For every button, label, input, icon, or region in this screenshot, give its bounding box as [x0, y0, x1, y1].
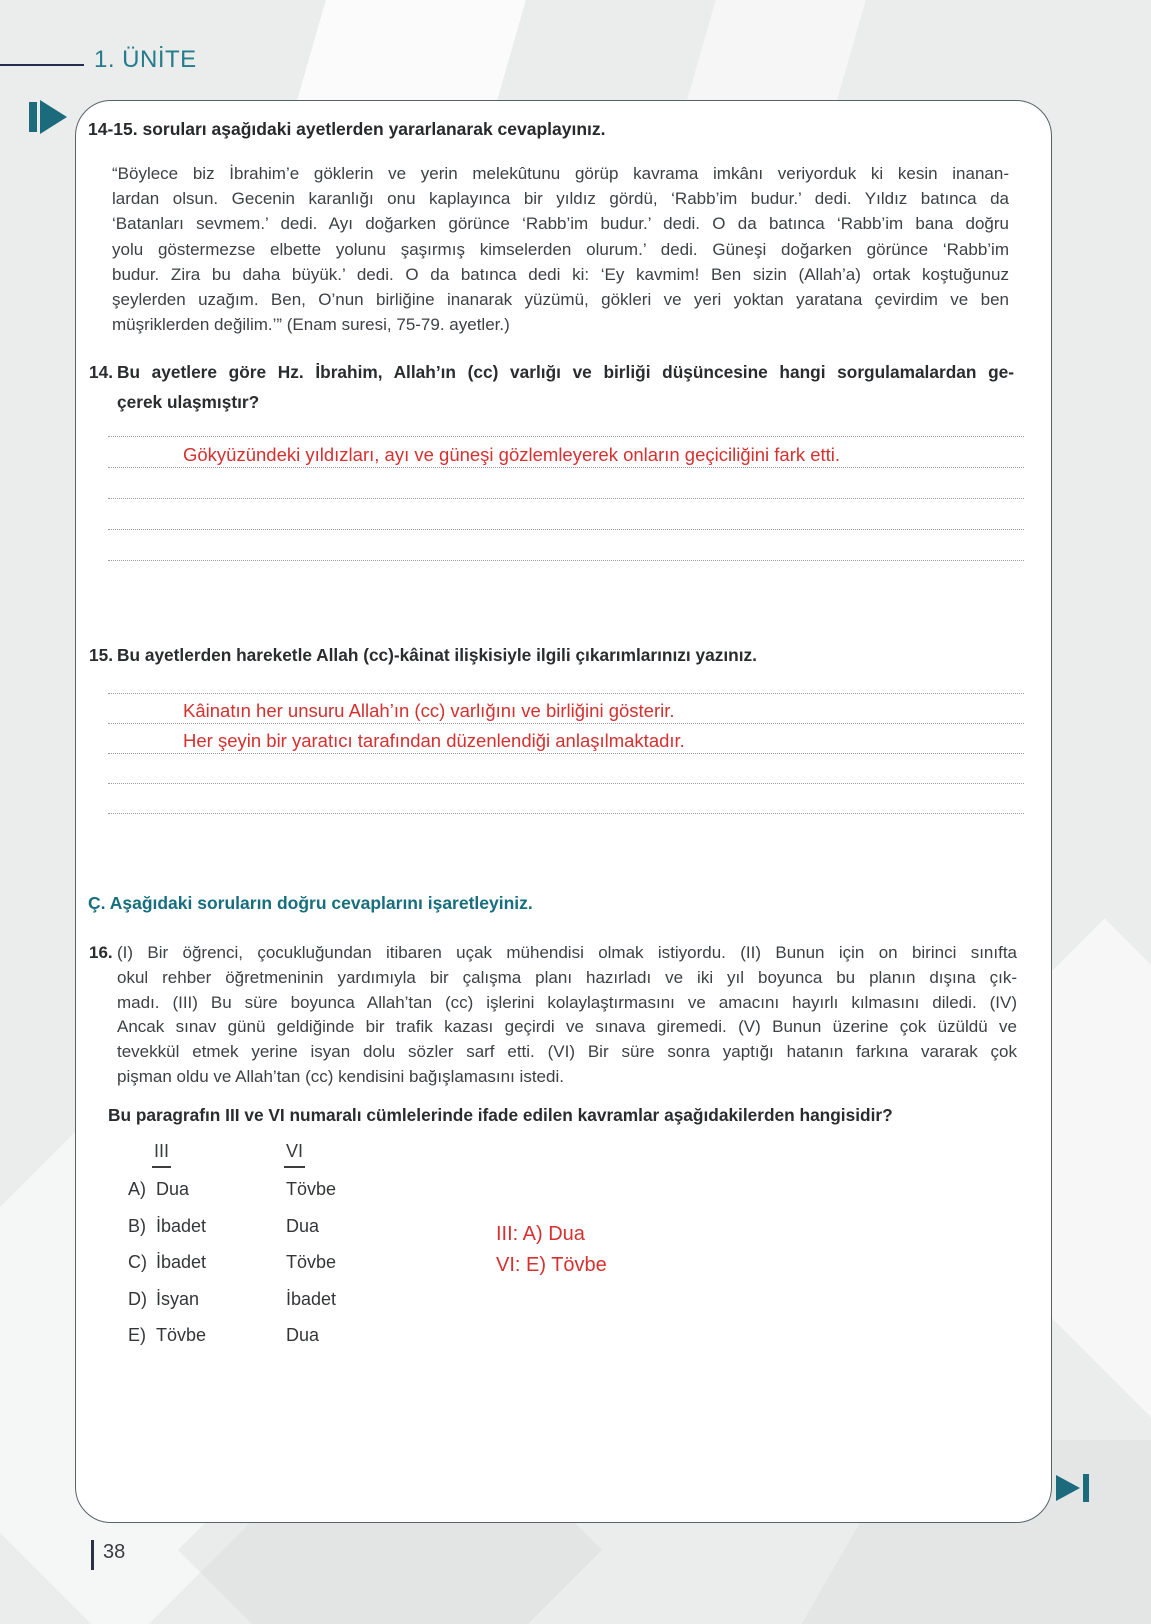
handwritten-answer-15-line1: Kâinatın her unsuru Allah’ın (cc) varlığını ve birliğini gösterir. [183, 700, 675, 721]
handwritten-answer-16: III: A) Dua VI: E) Tövbe [496, 1223, 607, 1276]
handwritten-answer-15-line2: Her şeyin bir yaratıcı tarafından düzenlendiği anlaşılmaktadır. [183, 730, 685, 751]
option-col2: Dua [286, 1215, 320, 1236]
worksheet-card [75, 100, 1052, 1523]
verse-quote: “Böylece biz İbrahim’e göklerin ve yerin melekûtunu görüp kavrama imkânı veriyorduk ki kesin inanan- lardan olsun. Gecenin karanlığı onu kaplayınca bir yıldız gördü, ‘Rabb’im budur.’ dedi. Yıldız batınca da ‘Batanları sevmem.’ dedi. Ayı doğarken görünce ‘Rabb’im budur.’ dedi. O da batınca ‘Rabb’im bana doğru yolu göstermezse elbette yolunu şaşırmış kimselerden olurum.’ dedi. Güneşi doğarken görünce ‘Rabb’im budur. Zira bu daha büyük.’ dedi. O da batınca dedi ki: ‘Ey kavmim! Ben sizin (Allah’a) ortak koştuğunuz şeylerden uzağım. Ben, O’nun birliğine inanarak yüzümü, gökleri ve yeri yoktan yaratana çevirdim ve ben müşriklerden değilim.’” (Enam suresi, 75-79. ayetler.) [112, 164, 1009, 335]
option-label: B) [128, 1215, 146, 1236]
option-col1: Tövbe [156, 1325, 207, 1345]
option-col2: İbadet [286, 1288, 337, 1309]
option-row-a [128, 1177, 628, 1214]
column-header-iii: III [152, 1141, 171, 1168]
writing-line [108, 530, 1024, 561]
step-forward-icon-bar [29, 102, 37, 132]
unit-header-rule [0, 64, 84, 66]
option-label: D) [128, 1288, 147, 1309]
option-row-d [128, 1287, 628, 1324]
skip-next-icon-bar [1083, 1474, 1089, 1502]
writing-line [108, 724, 1024, 754]
step-forward-icon-triangle [40, 100, 67, 134]
writing-line [108, 437, 1024, 468]
question-16 [89, 941, 1017, 1090]
option-label: A) [128, 1179, 146, 1199]
writing-line [108, 754, 1024, 784]
option-col2: Tövbe [286, 1179, 337, 1199]
option-col2: Dua [286, 1325, 320, 1345]
option-col1: İsyan [156, 1288, 200, 1309]
writing-line [108, 784, 1024, 814]
column-header-vi: VI [284, 1141, 305, 1168]
writing-line [108, 499, 1024, 530]
handwritten-answer-14: Gökyüzündeki yıldızları, ayı ve güneşi gözlemleyerek onların geçiciliğini fark etti. [183, 444, 841, 465]
question-16-prompt: Bu paragrafın III ve VI numaralı cümlelerinde ifade edilen kavramlar aşağıdakilerden hangisidir? [108, 1105, 893, 1125]
step-forward-icon [29, 100, 67, 134]
option-label: E) [128, 1325, 146, 1345]
answer-area-14 [108, 406, 1024, 561]
skip-next-icon-triangle [1056, 1475, 1080, 1501]
question-16-paragraph: (I) Bir öğrenci, çocukluğundan itibaren uçak mühendisi olmak istiyordu. (II) Bunun için on birinci sınıfta okul rehber öğretmeninin yardımıyla bir çalışma planı hazırladı ve iki yıl boyunca bu planın dışına çık- madı. (III) Bu süre boyunca Allah’tan (cc) işlerini kolaylaştırmasını ve amacını hayırlı kılmasını diledi. (IV) Ancak sınav günü geldiğinde bir trafik kazası geçirdi ve sınava giremedi. (V) Bunun üzerine çok üzüldü ve tevekkül etmek yerine isyan dolu sözler sarf etti. (VI) Bir süre sonra yaptığı hatanın farkına vararak çok pişman oldu ve Allah’tan (cc) kendisini bağışlamasını istedi. [117, 943, 1017, 1086]
section-c-heading: Ç. Aşağıdaki soruların doğru cevaplarını işaretleyiniz. [88, 893, 533, 913]
option-row-e [128, 1323, 628, 1360]
writing-line [108, 406, 1024, 437]
option-col1: İbadet [156, 1252, 207, 1272]
options-column-headers [76, 1141, 1051, 1171]
answer-area-15 [108, 664, 1024, 814]
question-14-text: Bu ayetlere göre Hz. İbrahim, Allah’ın (cc) varlığı ve birliği düşüncesine hangi sorgulamalardan ge- çerek ulaşmıştır? [117, 362, 1014, 412]
option-col1: İbadet [156, 1215, 207, 1236]
page-number-tick [91, 1540, 94, 1570]
instruction-text: 14-15. soruları aşağıdaki ayetlerden yararlanarak cevaplayınız. [88, 119, 606, 139]
page-number: 38 [103, 1541, 126, 1563]
writing-line [108, 468, 1024, 499]
question-15-number: 15. [89, 645, 114, 665]
skip-next-icon [1056, 1474, 1089, 1502]
writing-line [108, 664, 1024, 694]
option-label: C) [128, 1252, 147, 1272]
unit-title: 1. ÜNİTE [94, 46, 197, 73]
question-15-text: Bu ayetlerden hareketle Allah (cc)-kâinat ilişkisiyle ilgili çıkarımlarınızı yazınız. [117, 645, 757, 665]
option-col2: Tövbe [286, 1252, 337, 1272]
writing-line [108, 694, 1024, 724]
question-16-number: 16. [89, 943, 113, 962]
question-14-number: 14. [89, 362, 114, 382]
option-col1: Dua [156, 1179, 190, 1199]
